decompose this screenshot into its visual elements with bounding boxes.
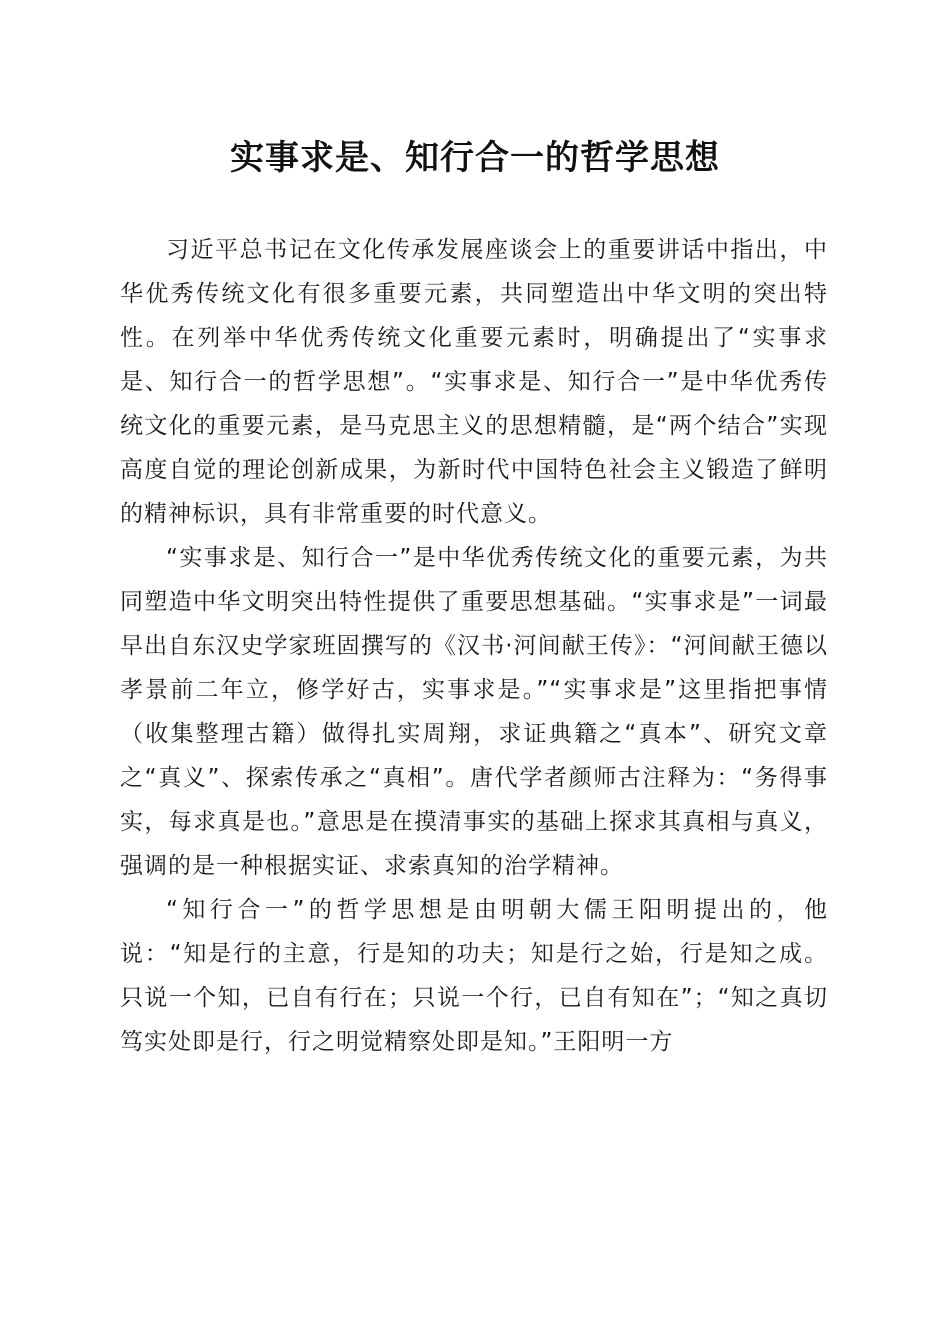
paragraph-3: “知行合一”的哲学思想是由明朝大儒王阳明提出的，他说：“知是行的主意，行是知的功夫；知是行之始，行是知之成。只说一个知，已自有行在；只说一个行，已自有知在”；“知之真切笃实处即是行，行之明觉精察处即是知。”王阳明一方	[120, 897, 828, 1055]
document-body	[120, 228, 828, 1064]
document-title: 实事求是、知行合一的哲学思想	[230, 138, 720, 178]
paragraph-1: 习近平总书记在文化传承发展座谈会上的重要讲话中指出，中华优秀传统文化有很多重要元素，共同塑造出中华文明的突出特性。在列举中华优秀传统文化重要元素时，明确提出了“实事求是、知行合一的哲学思想”。“实事求是、知行合一”是中华优秀传统文化的重要元素，是马克思主义的思想精髓，是“两个结合”实现高度自觉的理论创新成果，为新时代中国特色社会主义锻造了鲜明的精神标识，具有非常重要的时代意义。	[120, 237, 828, 527]
paragraph-2: “实事求是、知行合一”是中华优秀传统文化的重要元素，为共同塑造中华文明突出特性提供了重要思想基础。“实事求是”一词最早出自东汉史学家班固撰写的《汉书·河间献王传》：“河间献王德以孝景前二年立，修学好古，实事求是。”“实事求是”这里指把事情（收集整理古籍）做得扎实周翔，求证典籍之“真本”、研究文章之“真义”、探索传承之“真相”。唐代学者颜师古注释为：“务得事实，每求真是也。”意思是在摸清事实的基础上探求其真相与真义，强调的是一种根据实证、求索真知的治学精神。	[120, 545, 828, 879]
